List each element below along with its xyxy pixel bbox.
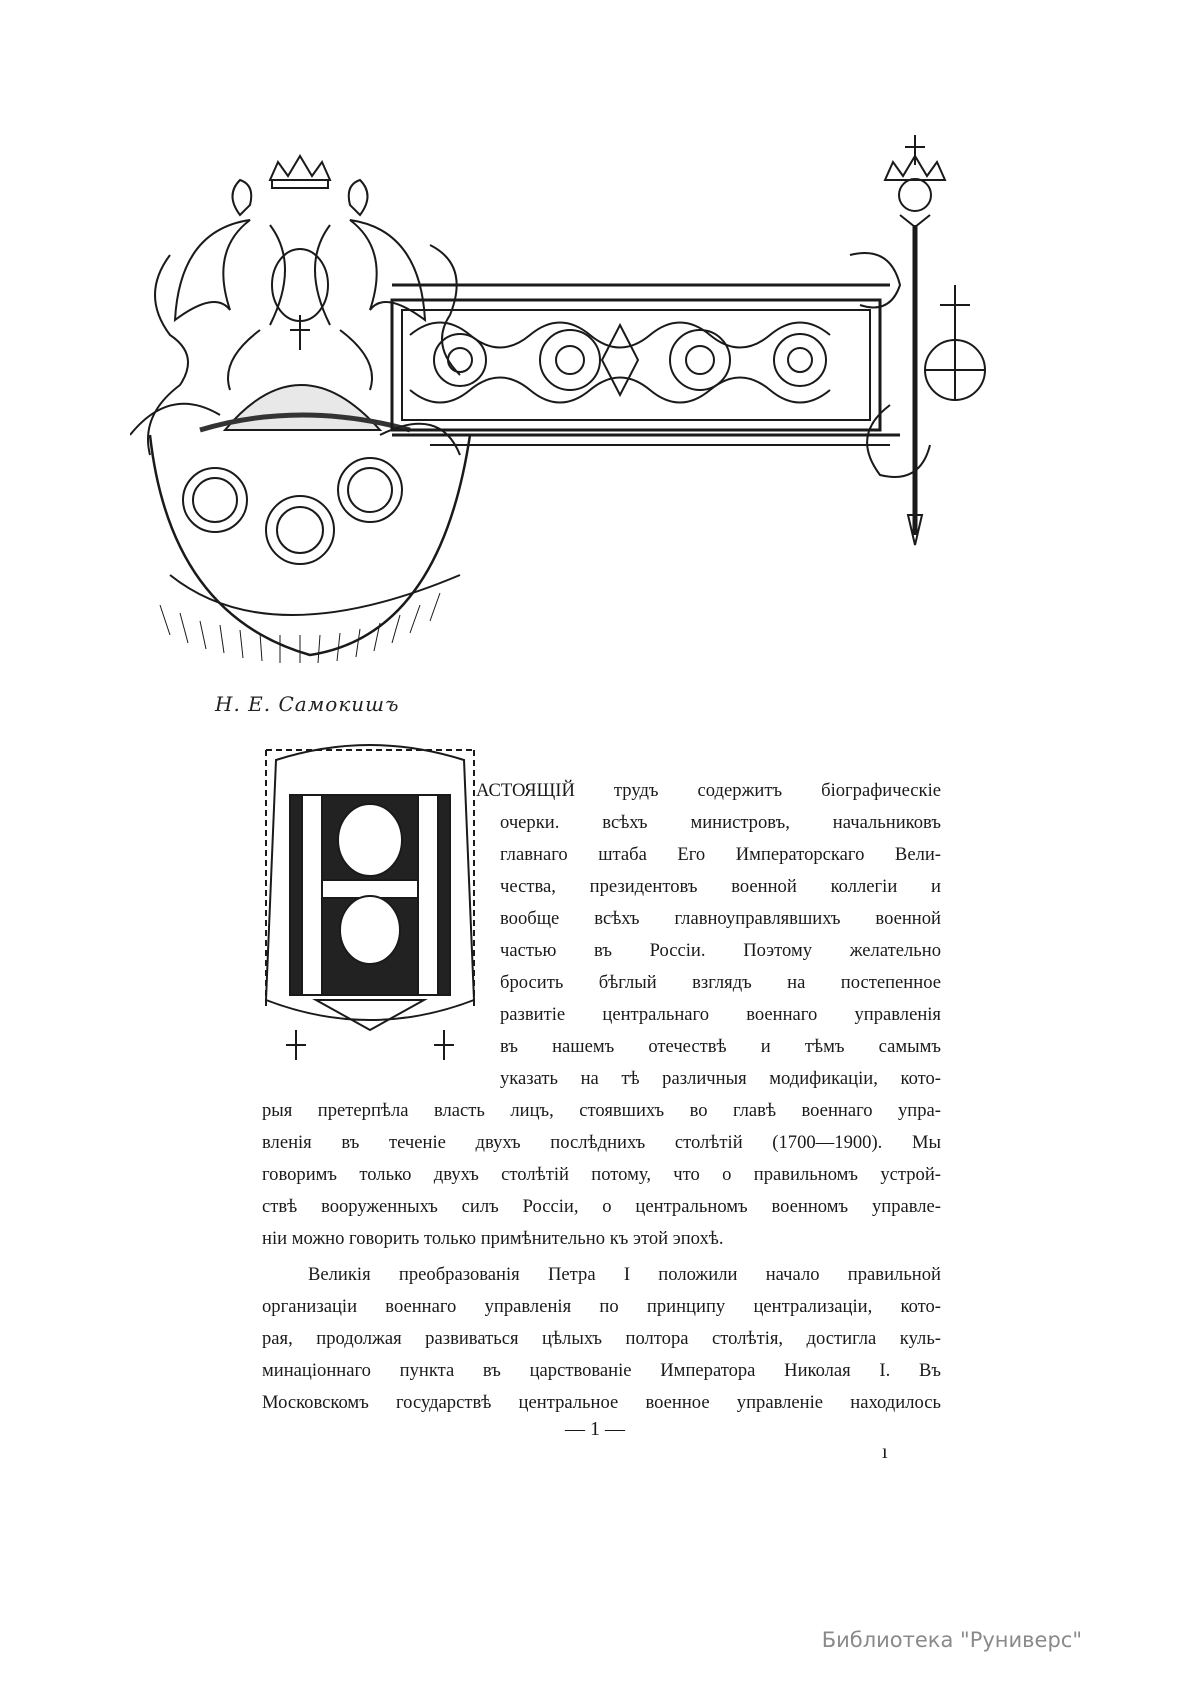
text-line: ствѣ вооруженныхъ силъ Россіи, о центральномъ военномъ управле- — [262, 1196, 941, 1217]
text-line: Московскомъ государствѣ центральное военное управленіе находилось — [262, 1392, 941, 1413]
text-line: частью въ Россіи. Поэтому желательно — [500, 940, 941, 961]
text-line: развитіе центральнаго военнаго управленія — [500, 1004, 941, 1025]
text-line: очерки. всѣхъ министровъ, начальниковъ — [500, 812, 941, 833]
text-line: минаціоннаго пункта въ царствованіе Императора Николая I. Въ — [262, 1360, 941, 1381]
text-line: чества, президентовъ военной коллегіи и — [500, 876, 941, 897]
text-line: вообще всѣхъ главноуправлявшихъ военной — [500, 908, 941, 929]
text-line: рыя претерпѣла власть лицъ, стоявшихъ во главѣ военнаго упра- — [262, 1100, 941, 1121]
double-headed-eagle-icon — [175, 156, 425, 390]
text-line: рая, продолжая развиваться цѣлыхъ полтора столѣтія, достигла куль- — [262, 1328, 941, 1349]
text-line: говоримъ только двухъ столѣтій потому, что о правильномъ устрой- — [262, 1164, 941, 1185]
text-line: бросить бѣглый взглядъ на постепенное — [500, 972, 941, 993]
artist-signature: Н. Е. Самокишъ — [215, 692, 400, 716]
text-line: указать на тѣ различныя модификаціи, кото- — [500, 1068, 941, 1089]
library-watermark: Библиотека "Руниверс" — [821, 1628, 1082, 1652]
text-line: АСТОЯЩІЙ трудъ содержитъ біографическіе — [476, 780, 941, 801]
orb-icon — [925, 285, 985, 400]
text-line: ніи можно говорить только примѣнительно къ этой эпохѣ. — [262, 1228, 724, 1249]
text-line: въ нашемъ отечествѣ и тѣмъ самымъ — [500, 1036, 941, 1057]
sceptre-icon — [885, 135, 945, 545]
page-number: — 1 — — [565, 1418, 625, 1440]
margin-mark: ı — [882, 1441, 888, 1463]
drop-cap-initial — [256, 740, 484, 1065]
text-line: организаціи военнаго управленія по принципу централизаціи, кото- — [262, 1296, 941, 1317]
text-line: Великія преобразованія Петра I положили начало правильной — [308, 1264, 941, 1285]
text-line: вленія въ теченіе двухъ послѣднихъ столѣтій (1700—1900). Мы — [262, 1132, 941, 1153]
text-line: главнаго штаба Его Императорскаго Вели- — [500, 844, 941, 865]
headpiece-ornament — [130, 135, 1050, 695]
